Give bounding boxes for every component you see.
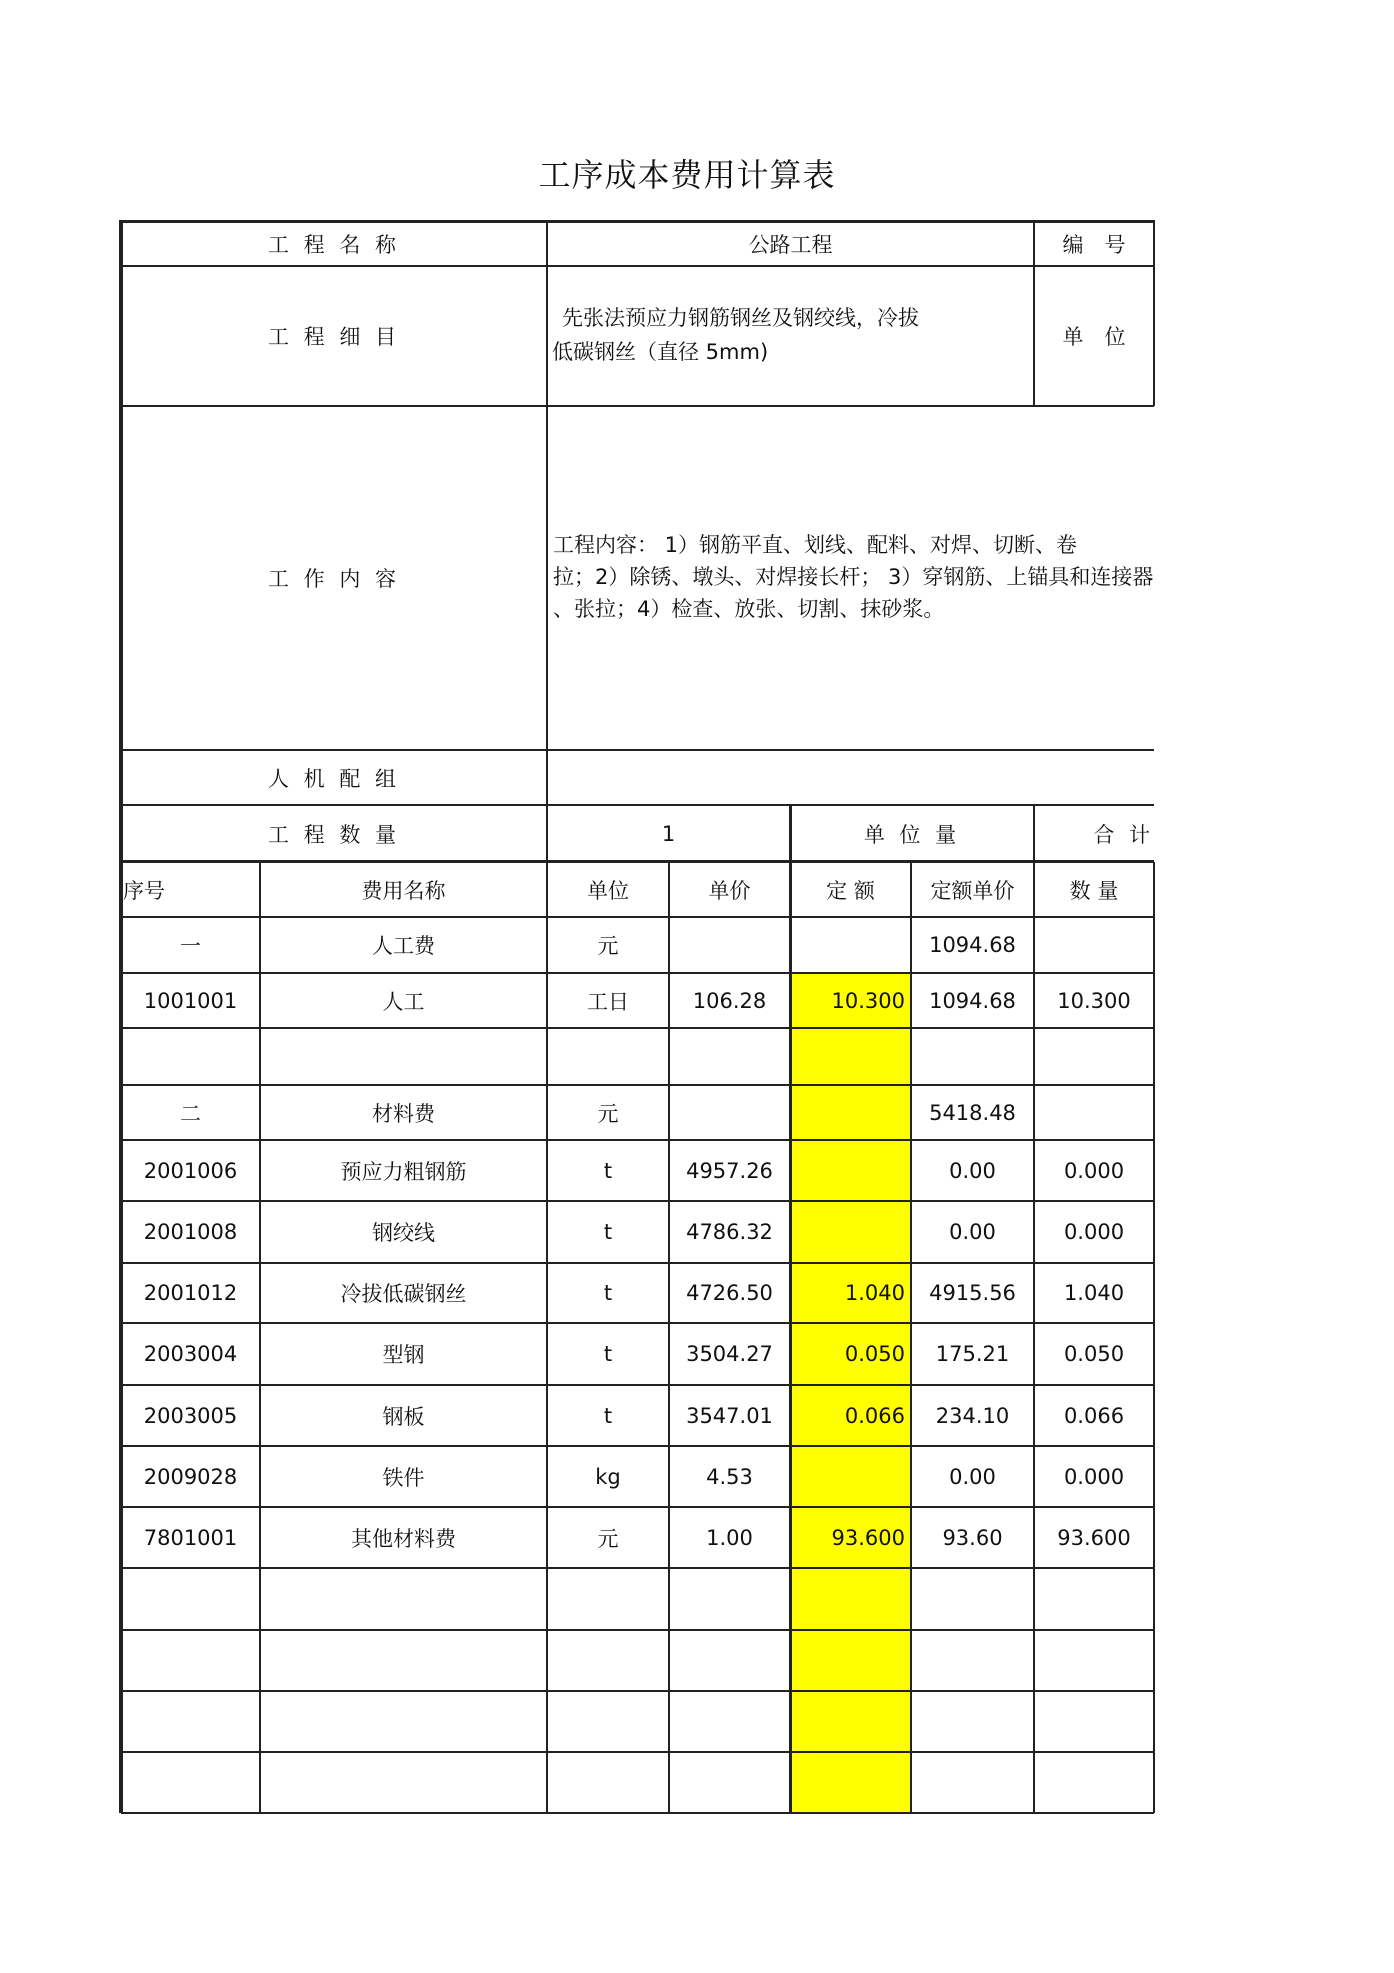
item-value-line1: 先张法预应力钢筋钢丝及钢绞线，冷拔 bbox=[562, 306, 919, 330]
project-name-value: 公路工程 bbox=[748, 233, 833, 257]
grid-line bbox=[546, 220, 548, 862]
qty-value: 1 bbox=[661, 821, 676, 846]
row-price: 1.00 bbox=[706, 1525, 753, 1550]
row-unit: 元 bbox=[597, 1526, 619, 1551]
row-unit: t bbox=[603, 1403, 613, 1428]
row-code: 2001012 bbox=[143, 1281, 238, 1305]
row-price bbox=[669, 1085, 790, 1140]
row-qty bbox=[1034, 1085, 1154, 1140]
row-quota bbox=[790, 1630, 911, 1691]
row-qty: 93.600 bbox=[1057, 1525, 1131, 1550]
row-code: 7801001 bbox=[143, 1525, 238, 1550]
row-name: 钢板 bbox=[382, 1404, 425, 1429]
row-quota-price bbox=[911, 1691, 1034, 1752]
row-code: 2009028 bbox=[143, 1464, 238, 1489]
row-quota-price: 175.21 bbox=[935, 1342, 1010, 1366]
row-quota: 0.050 bbox=[844, 1342, 905, 1366]
row-quota bbox=[790, 1446, 911, 1507]
row-qty bbox=[1034, 917, 1154, 973]
item-value-line2: 低碳钢丝（直径 5mm) bbox=[552, 340, 769, 364]
row-qty: 0.050 bbox=[1063, 1342, 1125, 1366]
col-header-qty: 数 量 bbox=[1069, 878, 1119, 903]
row-qty: 0.000 bbox=[1063, 1220, 1125, 1244]
project-name-label: 工 程 名 称 bbox=[267, 233, 401, 257]
row-code: 2003005 bbox=[143, 1403, 238, 1428]
row-unit: t bbox=[603, 1220, 613, 1244]
row-unit: t bbox=[603, 1281, 613, 1305]
work-line3: 、张拉；4）检查、放张、切割、抹砂浆。 bbox=[553, 597, 945, 621]
row-code: 二 bbox=[180, 1101, 201, 1126]
row-quota bbox=[790, 1691, 911, 1752]
work-label: 工 作 内 容 bbox=[267, 567, 401, 591]
unit-qty-label: 单 位 量 bbox=[863, 822, 961, 847]
item-label: 工 程 细 目 bbox=[267, 325, 401, 349]
row-unit bbox=[547, 1752, 669, 1813]
row-name: 其他材料费 bbox=[351, 1526, 456, 1551]
grid-line bbox=[1153, 220, 1155, 406]
row-name: 钢绞线 bbox=[372, 1221, 435, 1245]
row-code bbox=[121, 1568, 260, 1630]
row-price: 4957.26 bbox=[686, 1158, 773, 1183]
row-qty: 0.066 bbox=[1063, 1403, 1125, 1428]
row-quota bbox=[790, 1085, 911, 1140]
row-quota bbox=[790, 1568, 911, 1630]
row-quota: 0.066 bbox=[844, 1403, 905, 1428]
row-qty bbox=[1034, 1752, 1154, 1813]
row-quota-price bbox=[911, 1568, 1034, 1630]
row-unit: t bbox=[603, 1342, 613, 1366]
row-code bbox=[121, 1691, 260, 1752]
grid-line bbox=[121, 804, 1154, 806]
row-quota: 10.300 bbox=[831, 988, 905, 1013]
row-price: 4.53 bbox=[706, 1464, 753, 1489]
row-name bbox=[260, 1568, 547, 1630]
row-unit: 元 bbox=[597, 1101, 619, 1126]
row-code: 1001001 bbox=[143, 988, 238, 1013]
row-unit: 元 bbox=[597, 934, 619, 958]
row-quota-price: 0.00 bbox=[949, 1220, 996, 1244]
row-quota bbox=[790, 917, 911, 973]
table-top-border bbox=[119, 220, 1154, 223]
work-line1: 工程内容： 1）钢筋平直、划线、配料、对焊、切断、卷 bbox=[553, 533, 1078, 557]
row-quota-price: 0.00 bbox=[949, 1464, 996, 1489]
row-price bbox=[669, 1028, 790, 1085]
row-qty: 1.040 bbox=[1063, 1281, 1125, 1305]
row-unit: 工日 bbox=[587, 989, 629, 1014]
col-header-name: 费用名称 bbox=[361, 878, 446, 903]
row-unit bbox=[547, 1630, 669, 1691]
row-quota-price: 5418.48 bbox=[929, 1100, 1016, 1125]
row-price bbox=[669, 917, 790, 973]
page-title: 工序成本费用计算表 bbox=[538, 156, 836, 194]
row-quota: 93.600 bbox=[831, 1525, 905, 1550]
code-label: 编 号 bbox=[1062, 233, 1126, 257]
row-quota bbox=[790, 1752, 911, 1813]
row-code: 2003004 bbox=[143, 1342, 238, 1366]
row-name: 冷拔低碳钢丝 bbox=[340, 1282, 467, 1306]
col-header-quota: 定 额 bbox=[826, 878, 875, 903]
row-price bbox=[669, 1752, 790, 1813]
crew-label: 人 机 配 组 bbox=[267, 766, 401, 791]
row-name: 人工费 bbox=[372, 934, 435, 958]
row-quota-price: 1094.68 bbox=[929, 933, 1016, 957]
row-quota bbox=[790, 1201, 911, 1263]
grid-line bbox=[1033, 804, 1035, 862]
row-quota: 1.040 bbox=[844, 1281, 905, 1305]
grid-line bbox=[1033, 220, 1035, 406]
row-quota-price: 234.10 bbox=[935, 1403, 1010, 1428]
col-header-price: 单价 bbox=[708, 878, 751, 903]
unit-label: 单 位 bbox=[1062, 325, 1126, 349]
row-price: 4786.32 bbox=[686, 1220, 773, 1244]
row-qty bbox=[1034, 1568, 1154, 1630]
row-price bbox=[669, 1691, 790, 1752]
row-name: 铁件 bbox=[382, 1465, 425, 1490]
row-price: 3504.27 bbox=[686, 1342, 773, 1366]
row-code bbox=[121, 1028, 260, 1085]
row-unit: kg bbox=[595, 1464, 621, 1489]
row-price: 4726.50 bbox=[686, 1281, 773, 1305]
row-quota-price: 1094.68 bbox=[929, 988, 1016, 1013]
row-qty: 0.000 bbox=[1063, 1158, 1125, 1183]
row-quota-price: 93.60 bbox=[942, 1525, 1003, 1550]
total-label: 合 计 bbox=[1093, 822, 1154, 847]
row-quota-price: 4915.56 bbox=[929, 1281, 1016, 1305]
row-code bbox=[121, 1630, 260, 1691]
row-quota-price bbox=[911, 1630, 1034, 1691]
col-header-code: 序号 bbox=[123, 878, 165, 903]
row-price: 106.28 bbox=[692, 988, 767, 1013]
row-code: 一 bbox=[180, 934, 201, 958]
row-qty bbox=[1034, 1691, 1154, 1752]
row-quota bbox=[790, 1140, 911, 1201]
row-name bbox=[260, 1752, 547, 1813]
row-name: 预应力粗钢筋 bbox=[340, 1159, 467, 1184]
row-unit: t bbox=[603, 1158, 613, 1183]
row-name: 型钢 bbox=[382, 1343, 425, 1367]
row-code: 2001008 bbox=[143, 1220, 238, 1244]
row-code: 2001006 bbox=[143, 1158, 238, 1183]
row-name bbox=[260, 1028, 547, 1085]
row-name bbox=[260, 1691, 547, 1752]
row-unit bbox=[547, 1028, 669, 1085]
row-price bbox=[669, 1630, 790, 1691]
row-unit bbox=[547, 1568, 669, 1630]
row-name bbox=[260, 1630, 547, 1691]
grid-line bbox=[121, 265, 1154, 267]
row-name: 材料费 bbox=[372, 1101, 435, 1126]
row-price: 3547.01 bbox=[686, 1403, 773, 1428]
row-qty: 10.300 bbox=[1057, 988, 1131, 1013]
row-quota-price bbox=[911, 1752, 1034, 1813]
grid-line bbox=[121, 405, 1154, 407]
row-quota-price bbox=[911, 1028, 1034, 1085]
row-quota bbox=[790, 1028, 911, 1085]
col-header-quota-price: 定额单价 bbox=[930, 878, 1015, 903]
col-header-unit: 单位 bbox=[587, 878, 629, 903]
row-code bbox=[121, 1752, 260, 1813]
row-unit bbox=[547, 1691, 669, 1752]
row-price bbox=[669, 1568, 790, 1630]
work-line2: 拉；2）除锈、墩头、对焊接长杆； 3）穿钢筋、上锚具和连接器 bbox=[553, 565, 1154, 589]
grid-line bbox=[121, 860, 1154, 863]
row-qty bbox=[1034, 1630, 1154, 1691]
row-qty bbox=[1034, 1028, 1154, 1085]
row-qty: 0.000 bbox=[1063, 1464, 1125, 1489]
grid-line bbox=[121, 749, 1154, 751]
row-quota-price: 0.00 bbox=[949, 1158, 996, 1183]
qty-label: 工 程 数 量 bbox=[267, 822, 401, 847]
row-name: 人工 bbox=[382, 989, 425, 1014]
